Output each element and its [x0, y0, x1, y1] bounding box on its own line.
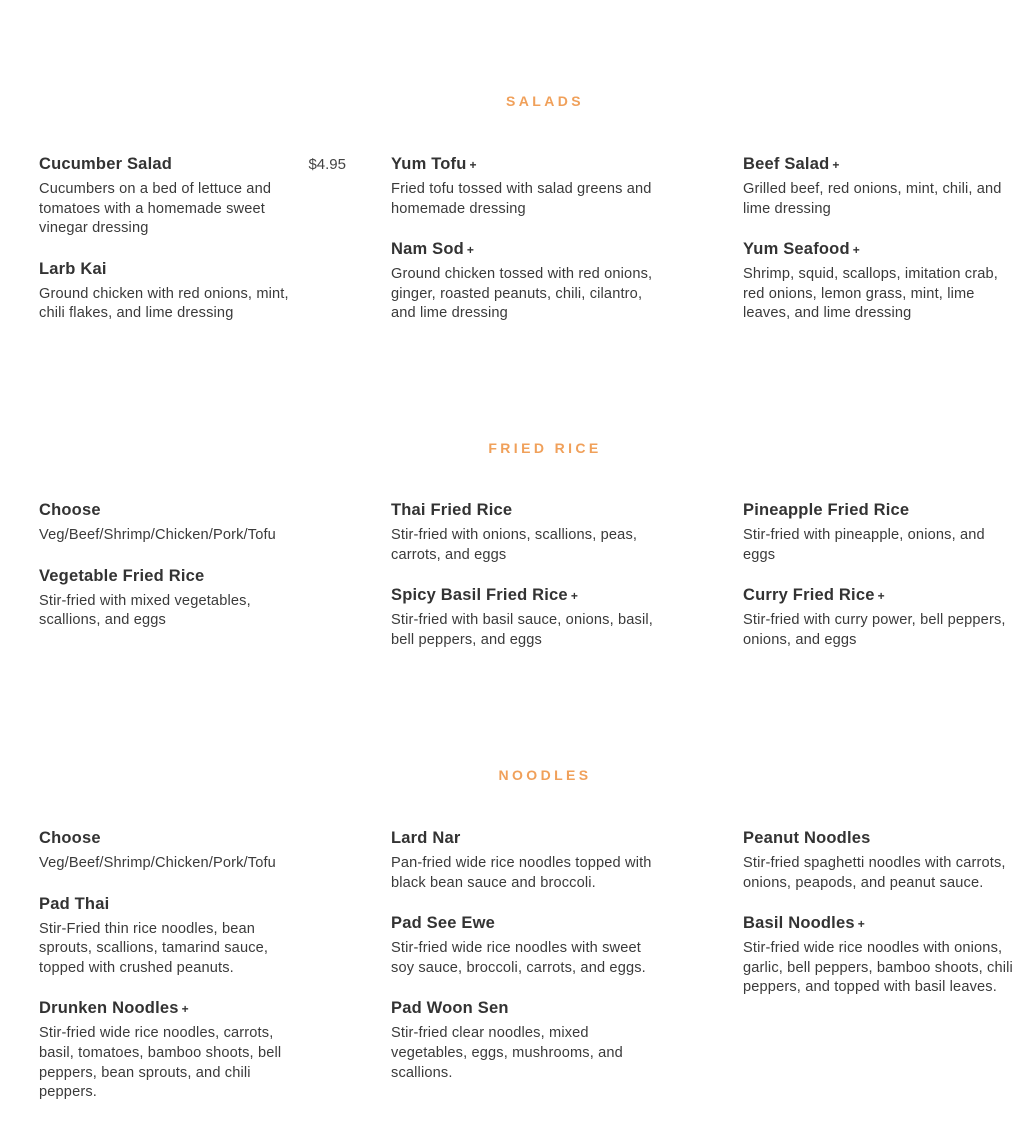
- menu-item: [743, 914, 1013, 998]
- menu-item: [39, 999, 346, 1102]
- item-name: Pineapple Fried Rice: [743, 501, 910, 519]
- menu-item: [391, 501, 661, 565]
- noodles-column-2: [391, 829, 661, 1104]
- salads-column-2: [391, 155, 661, 345]
- item-description: Stir-fried clear noodles, mixed vegetables, eggs, mushrooms, and scallions.: [391, 1025, 623, 1081]
- item-name: Peanut Noodles: [743, 829, 871, 847]
- item-description: Grilled beef, red onions, mint, chili, and lime dressing: [743, 181, 1002, 217]
- item-description: Cucumbers on a bed of lettuce and tomatoes with a homemade sweet vinegar dressing: [39, 181, 272, 237]
- item-name: Pad Woon Sen: [391, 999, 509, 1018]
- item-name: Pad See Ewe: [391, 914, 496, 933]
- plus-marker: +: [877, 589, 885, 604]
- item-name: Pad Thai: [39, 894, 110, 913]
- item-description: Stir-fried wide rice noodles with sweet soy sauce, broccoli, carrots, and eggs.: [391, 940, 646, 976]
- fried-rice-column-3: [743, 501, 1013, 671]
- item-name: Vegetable Fried Rice: [39, 566, 205, 585]
- menu-item: [743, 586, 1013, 650]
- item-description: Stir-fried spaghetti noodles with carrots, onions, peapods, and peanut sauce.: [743, 855, 1006, 891]
- fried-rice-column-2: [391, 501, 661, 671]
- menu-item: [743, 501, 1013, 565]
- menu-item: [39, 895, 346, 979]
- item-description: Shrimp, squid, scallops, imitation crab, red onions, lemon grass, mint, lime leaves, and lime dressing: [743, 266, 999, 322]
- item-name: Nam Sod +: [391, 240, 475, 259]
- item-description: Ground chicken tossed with red onions, ginger, roasted peanuts, chili, cilantro, and lime dressing: [391, 266, 653, 322]
- item-description: Ground chicken with red onions, mint, chili flakes, and lime dressing: [39, 285, 289, 322]
- item-description: Stir-fried wide rice noodles with onions, garlic, bell peppers, bamboo shoots, chili peppers, and topped with basil leaves.: [743, 940, 1013, 996]
- noodles-column-1: [39, 829, 346, 1124]
- menu-item: [39, 155, 346, 239]
- plus-marker: +: [570, 589, 579, 604]
- plus-marker: +: [181, 1002, 189, 1017]
- salads-column-3: [743, 155, 1013, 345]
- section-title-fried-rice: FRIED RICE: [488, 440, 602, 456]
- section-title-noodles: NOODLES: [498, 767, 592, 783]
- item-description: Stir-fried with curry power, bell peppers, onions, and eggs: [743, 612, 1006, 648]
- menu-item: [743, 829, 1013, 893]
- salads-column-1: [39, 155, 346, 345]
- item-name: Beef Salad +: [743, 155, 840, 173]
- menu-item: [743, 155, 1013, 219]
- item-name: Drunken Noodles +: [39, 999, 189, 1018]
- plus-marker: +: [832, 158, 840, 172]
- item-description: Stir-fried with pineapple, onions, and eggs: [743, 527, 985, 563]
- menu-item: [39, 260, 346, 324]
- item-name: Yum Seafood +: [743, 240, 860, 259]
- plus-marker: +: [466, 243, 475, 258]
- item-description: Stir-fried with mixed vegetables, scallions, and eggs: [39, 592, 251, 629]
- item-description: Stir-fried with onions, scallions, peas, carrots, and eggs: [391, 527, 638, 563]
- menu-item: [391, 829, 661, 893]
- item-description: Fried tofu tossed with salad greens and homemade dressing: [391, 181, 652, 217]
- menu-item: [391, 240, 661, 324]
- item-description: Veg/Beef/Shrimp/Chicken/Pork/Tofu: [39, 527, 276, 543]
- noodles-column-3: [743, 829, 1013, 1019]
- item-description: Pan-fried wide rice noodles topped with black bean sauce and broccoli.: [391, 855, 652, 891]
- item-name: Curry Fried Rice +: [743, 586, 885, 605]
- item-name: Spicy Basil Fried Rice +: [391, 586, 579, 605]
- menu-item: [391, 586, 661, 650]
- menu-item: [391, 914, 661, 978]
- plus-marker: +: [852, 243, 860, 258]
- item-name: Thai Fried Rice: [391, 501, 513, 519]
- item-name: Lard Nar: [391, 829, 461, 847]
- plus-marker: +: [469, 158, 477, 172]
- section-title-salads: SALADS: [506, 93, 584, 109]
- menu-item: [39, 829, 346, 874]
- menu-item: [743, 240, 1013, 324]
- item-description: Stir-fried with basil sauce, onions, basil, bell peppers, and eggs: [391, 612, 653, 648]
- item-description: Veg/Beef/Shrimp/Chicken/Pork/Tofu: [39, 855, 276, 871]
- item-name: Cucumber Salad: [39, 155, 173, 173]
- item-name: Choose: [39, 501, 101, 519]
- menu-item: [39, 501, 346, 546]
- item-description: Stir-fried wide rice noodles, carrots, basil, tomatoes, bamboo shoots, bell peppers, bean sprouts, and chili peppers.: [39, 1025, 282, 1101]
- menu-item: [391, 155, 661, 219]
- item-name: Basil Noodles +: [743, 914, 865, 933]
- item-name: Larb Kai: [39, 259, 107, 278]
- menu-item: [391, 999, 661, 1083]
- menu-item: [39, 567, 346, 631]
- plus-marker: +: [857, 917, 865, 932]
- item-name: Choose: [39, 829, 101, 847]
- item-name: Yum Tofu +: [391, 155, 477, 173]
- fried-rice-column-1: [39, 501, 346, 652]
- item-price: $4.95: [308, 156, 346, 173]
- item-description: Stir-Fried thin rice noodles, bean sprouts, scallions, tamarind sauce, topped with crushed peanuts.: [39, 920, 269, 976]
